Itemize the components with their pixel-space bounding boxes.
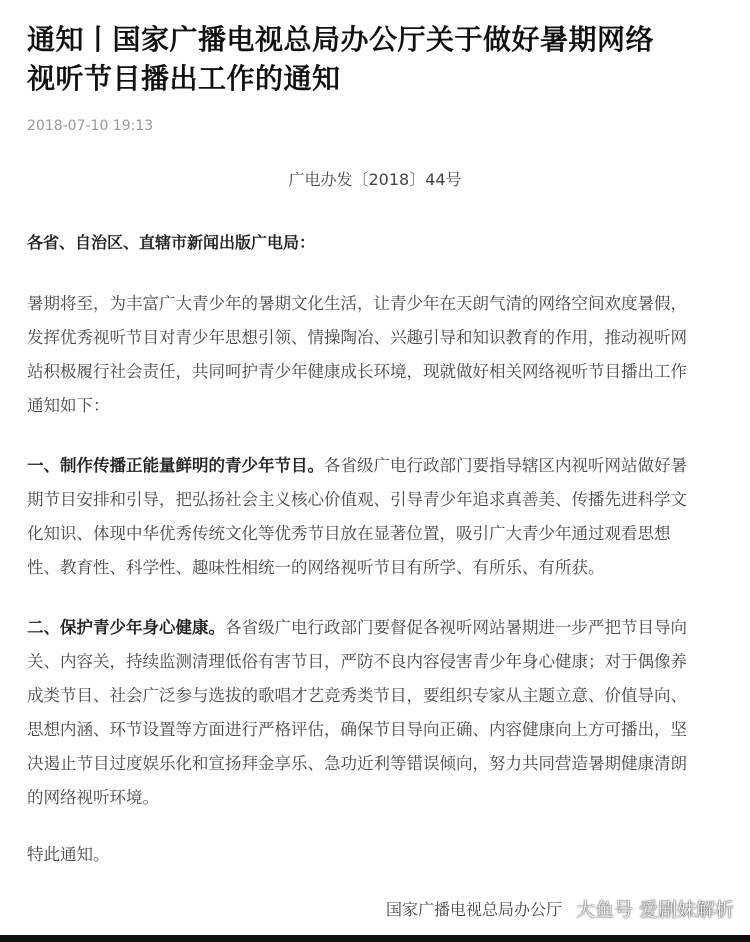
section-heading: 二、保护青少年身心健康。 [27, 618, 225, 637]
text-line: 站积极履行社会责任，共同呵护青少年健康成长环境，现就做好相关网络视听节目播出工作 [27, 362, 687, 381]
text-line: 的网络视听环境。 [27, 788, 159, 807]
section-heading: 一、制作传播正能量鲜明的青少年节目。 [27, 456, 324, 475]
text-line: 思想内涵、环节设置等方面进行严格评估，确保节目导向正确、内容健康向上方可播出，坚 [27, 720, 687, 739]
intro-paragraph [27, 287, 687, 423]
footer-row [386, 898, 734, 922]
watermark: 大鱼号 爱剧妹解析 [575, 899, 734, 921]
article-title [27, 20, 654, 98]
closing-text: 特此通知。 [27, 845, 110, 864]
text-line: 关、内容关，持续监测清理低俗有害节目，严防不良内容侵害青少年身心健康；对于偶像养 [27, 652, 687, 671]
bottom-bar [0, 935, 750, 942]
text-line: 成类节目、社会广泛参与选拔的歌唱才艺竞秀类节目，要组织专家从主题立意、价值导向、 [27, 686, 687, 705]
text-line: 各省级广电行政部门要督促各视听网站暑期进一步严把节目导向 [225, 618, 687, 637]
title-line: 视听节目播出工作的通知 [27, 62, 341, 95]
text-line: 暑期将至，为丰富广大青少年的暑期文化生活，让青少年在天朗气清的网络空间欢度暑假， [27, 294, 687, 313]
signature: 国家广播电视总局办公厅 [385, 900, 562, 919]
section-two-paragraph [27, 611, 687, 815]
text-line: 决遏止节目过度娱乐化和宣扬拜金享乐、急功近利等错误倾向，努力共同营造暑期健康清朗 [27, 754, 687, 773]
text-line: 期节目安排和引导，把弘扬社会主义核心价值观、引导青少年追求真善美、传播先进科学文 [27, 490, 687, 509]
title-line: 通知丨国家广播电视总局办公厅关于做好暑期网络 [27, 23, 655, 56]
addressee: 各省、自治区、直辖市新闻出版广电局： [27, 233, 316, 252]
text-line: 各省级广电行政部门要指导辖区内视听网站做好暑 [324, 456, 687, 475]
text-line: 发挥优秀视听节目对青少年思想引领、情操陶冶、兴趣引导和知识教育的作用，推动视听网 [27, 328, 687, 347]
text-line: 性、教育性、科学性、趣味性相统一的网络视听节目有所学、有所乐、有所获。 [27, 558, 605, 577]
publish-date: 2018-07-10 19:13 [27, 118, 154, 134]
section-one-paragraph [27, 449, 687, 585]
document-number: 广电办发〔2018〕44号 [288, 170, 462, 189]
text-line: 化知识、体现中华优秀传统文化等优秀节目放在显著位置，吸引广大青少年通过观看思想 [27, 524, 671, 543]
text-line: 通知如下： [27, 396, 110, 415]
